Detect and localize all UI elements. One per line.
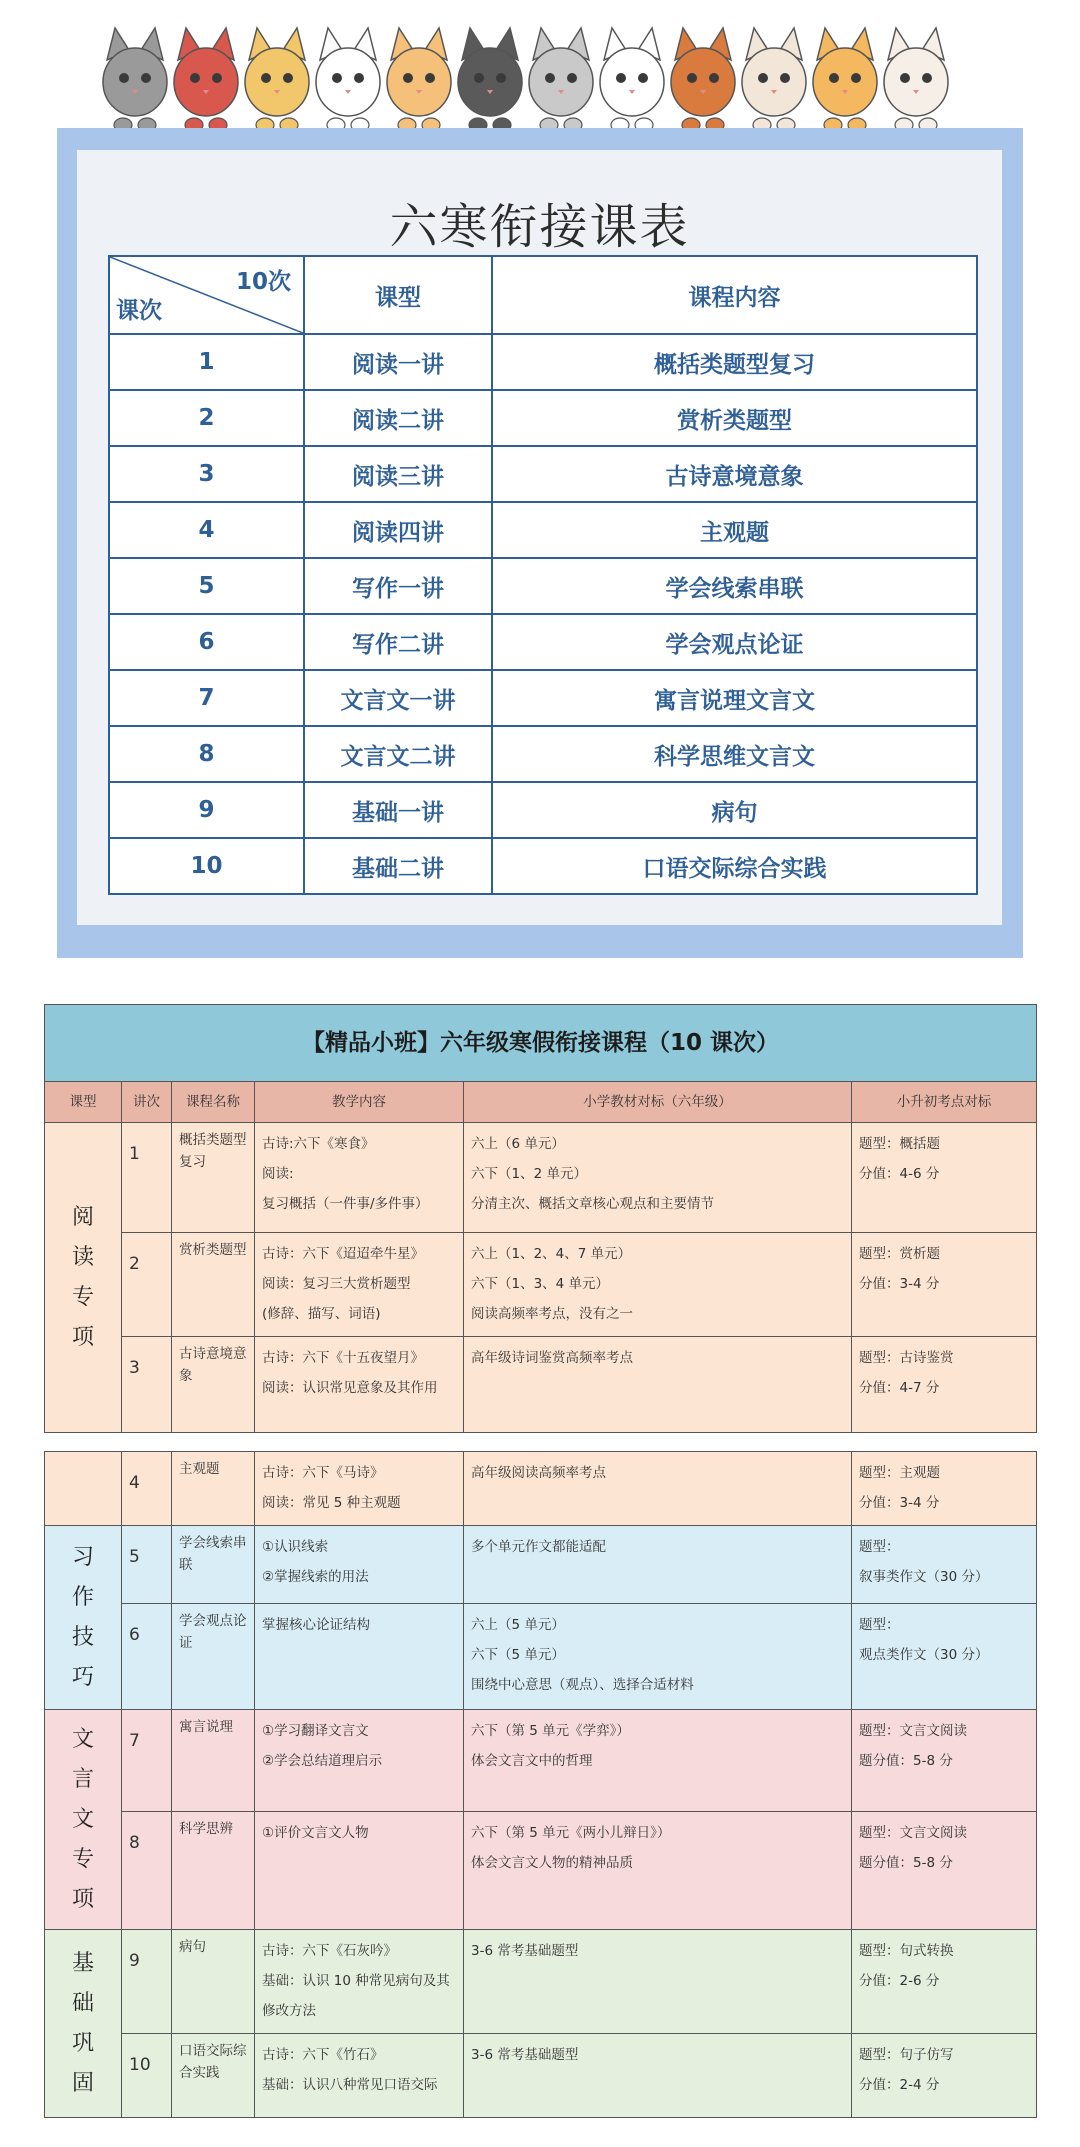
cat-illustration (100, 20, 960, 140)
schedule-content: 口语交际综合实践 (492, 838, 977, 894)
teach-content-line: ②学会总结道理启示 (262, 1753, 383, 1769)
course-row (45, 1710, 1037, 1812)
category-cell (45, 1930, 122, 2118)
teach-content-line: 阅读：认识常见意象及其作用 (262, 1380, 438, 1396)
course-name: 概括类题型复习 (172, 1123, 255, 1233)
schedule-type: 文言文一讲 (304, 670, 492, 726)
course-row (45, 1526, 1037, 1604)
course-title: 【精品小班】六年级寒假衔接课程（10 课次） (45, 1005, 1037, 1082)
cat-icon (387, 28, 451, 132)
course-table (44, 1004, 1037, 2118)
category-char: 言 (71, 1766, 94, 1792)
book-alignment-line: 六下（1、2 单元） (471, 1166, 587, 1182)
category-char: 项 (71, 1886, 94, 1912)
book-alignment-line: 多个单元作文都能适配 (471, 1539, 606, 1555)
exam-alignment-line: 题型：赏析题 (859, 1246, 940, 1262)
schedule-header-row (109, 256, 977, 334)
schedule-no: 6 (109, 614, 304, 670)
teach-content-line: 古诗：六下《迢迢牵牛星》 (262, 1246, 424, 1262)
schedule-content: 古诗意境意象 (492, 446, 977, 502)
lesson-no: 4 (122, 1452, 172, 1526)
category-cell (45, 1526, 122, 1710)
header-type: 课型 (45, 1082, 122, 1123)
schedule-no: 9 (109, 782, 304, 838)
schedule-row (109, 334, 977, 390)
exam-alignment-line: 题型：文言文阅读 (859, 1723, 967, 1739)
header-name: 课程名称 (172, 1082, 255, 1123)
exam-alignment-line: 题分值：5-8 分 (859, 1855, 953, 1871)
exam-alignment (852, 1526, 1037, 1604)
exam-alignment-line: 分值：3-4 分 (859, 1276, 940, 1292)
schedule-row (109, 446, 977, 502)
cat-icon (458, 28, 522, 132)
course-row (45, 1930, 1037, 2034)
category-char: 作 (71, 1584, 94, 1610)
cat-icon (103, 28, 167, 132)
schedule-content: 寓言说理文言文 (492, 670, 977, 726)
course-name: 古诗意境意象 (172, 1337, 255, 1433)
book-alignment (464, 1526, 852, 1604)
book-alignment-line: 六上（5 单元） (471, 1617, 565, 1633)
category-char: 读 (71, 1244, 94, 1270)
exam-alignment-line: 题型：文言文阅读 (859, 1825, 967, 1841)
exam-alignment-line: 题型： (859, 1539, 900, 1555)
category-char: 巩 (71, 2030, 94, 2056)
teach-content-line: 古诗：六下《竹石》 (262, 2047, 384, 2063)
course-name: 学会线索串联 (172, 1526, 255, 1604)
schedule-title: 六寒衔接课表 (389, 199, 690, 255)
cat-icon (529, 28, 593, 132)
lesson-no: 3 (122, 1337, 172, 1433)
book-alignment-line: 高年级诗词鉴赏高频率考点 (471, 1350, 633, 1366)
teach-content (255, 1233, 464, 1337)
book-alignment (464, 1710, 852, 1812)
schedule-row (109, 782, 977, 838)
exam-alignment (852, 1452, 1037, 1526)
schedule-type: 写作一讲 (304, 558, 492, 614)
schedule-row (109, 502, 977, 558)
category-cell (45, 1452, 122, 1526)
schedule-no: 10 (109, 838, 304, 894)
lesson-no: 2 (122, 1233, 172, 1337)
book-alignment (464, 1452, 852, 1526)
book-alignment (464, 1604, 852, 1710)
book-alignment-line: 围绕中心意思（观点）、选择合适材料 (471, 1677, 694, 1693)
lesson-no: 6 (122, 1604, 172, 1710)
course-row (45, 1452, 1037, 1526)
cat-icon (316, 28, 380, 132)
book-alignment-line: 六下（第 5 单元《学弈》） (471, 1723, 630, 1739)
exam-alignment-line: 分值：2-6 分 (859, 1973, 940, 1989)
book-alignment-line: 六下（1、3、4 单元） (471, 1276, 610, 1292)
schedule-no: 2 (109, 390, 304, 446)
book-alignment-line: 六上（1、2、4、7 单元） (471, 1246, 632, 1262)
schedule-table (108, 255, 978, 895)
lesson-label: 课次 (116, 298, 162, 324)
course-header-row (45, 1082, 1037, 1123)
schedule-content: 概括类题型复习 (492, 334, 977, 390)
exam-alignment (852, 1930, 1037, 2034)
category-char: 阅 (71, 1204, 94, 1230)
book-alignment-line: 3-6 常考基础题型 (471, 1943, 579, 1959)
lesson-no: 9 (122, 1930, 172, 2034)
schedule-type: 阅读一讲 (304, 334, 492, 390)
schedule-type: 阅读四讲 (304, 502, 492, 558)
category-char: 专 (71, 1846, 94, 1872)
exam-alignment-line: 题型：句式转换 (859, 1943, 954, 1959)
schedule-type: 阅读二讲 (304, 390, 492, 446)
cat-icon (600, 28, 664, 132)
schedule-no: 5 (109, 558, 304, 614)
category-char: 技 (71, 1624, 94, 1650)
book-alignment (464, 1233, 852, 1337)
lesson-no: 10 (122, 2034, 172, 2118)
category-char: 专 (71, 1284, 94, 1310)
teach-content-line: 基础：认识八种常见口语交际 (262, 2077, 438, 2093)
section-gap (45, 1433, 1037, 1452)
exam-alignment-line: 题型：句子仿写 (859, 2047, 954, 2063)
course-row (45, 1123, 1037, 1233)
schedule-type: 基础一讲 (304, 782, 492, 838)
course-row (45, 2034, 1037, 2118)
schedule-content: 学会观点论证 (492, 614, 977, 670)
book-alignment (464, 1812, 852, 1930)
schedule-type: 基础二讲 (304, 838, 492, 894)
course-row (45, 1812, 1037, 1930)
exam-alignment-line: 分值：3-4 分 (859, 1495, 940, 1511)
schedule-type: 阅读三讲 (304, 446, 492, 502)
cat-icon (245, 28, 309, 132)
course-name: 学会观点论证 (172, 1604, 255, 1710)
exam-alignment (852, 2034, 1037, 2118)
schedule-no: 8 (109, 726, 304, 782)
teach-content-line: ①评价文言文人物 (262, 1825, 369, 1841)
course-name: 寓言说理 (172, 1710, 255, 1812)
teach-content (255, 1526, 464, 1604)
exam-alignment-line: 题型：古诗鉴赏 (859, 1350, 954, 1366)
course-name: 主观题 (172, 1452, 255, 1526)
teach-content-line: 阅读：复习三大赏析题型 (262, 1276, 411, 1292)
schedule-type: 文言文二讲 (304, 726, 492, 782)
exam-alignment-line: 分值：4-6 分 (859, 1166, 940, 1182)
session-count: 10次 (235, 269, 291, 295)
cat-icon (174, 28, 238, 132)
schedule-content: 赏析类题型 (492, 390, 977, 446)
category-char: 巧 (71, 1664, 94, 1690)
teach-content (255, 1812, 464, 1930)
book-alignment-line: 高年级阅读高频率考点 (471, 1465, 606, 1481)
teach-content-line: 古诗：六下《石灰吟》 (262, 1943, 397, 1959)
exam-alignment (852, 1123, 1037, 1233)
teach-content-line: 阅读：常见 5 种主观题 (262, 1495, 401, 1511)
course-row (45, 1604, 1037, 1710)
exam-alignment (852, 1337, 1037, 1433)
course-name: 口语交际综合实践 (172, 2034, 255, 2118)
exam-alignment (852, 1710, 1037, 1812)
teach-content (255, 1123, 464, 1233)
schedule-no: 4 (109, 502, 304, 558)
exam-alignment-line: 分值：2-4 分 (859, 2077, 940, 2093)
course-table-wrapper (44, 1004, 1036, 2118)
schedule-row (109, 726, 977, 782)
category-char: 项 (71, 1324, 94, 1350)
cat-icon (671, 28, 735, 132)
book-alignment (464, 1123, 852, 1233)
schedule-row (109, 390, 977, 446)
schedule-type: 写作二讲 (304, 614, 492, 670)
schedule-content: 主观题 (492, 502, 977, 558)
header-exam: 小升初考点对标 (852, 1082, 1037, 1123)
teach-content-line: ②掌握线索的用法 (262, 1569, 369, 1585)
teach-content-line: 复习概括（一件事/多件事） (262, 1196, 429, 1212)
book-alignment-line: 六下（5 单元） (471, 1647, 565, 1663)
schedule-no: 1 (109, 334, 304, 390)
course-name: 病句 (172, 1930, 255, 2034)
category-cell (45, 1710, 122, 1930)
cat-icon (884, 28, 948, 132)
diagonal-header-cell (109, 256, 304, 334)
category-char: 习 (71, 1544, 94, 1570)
category-char: 基 (71, 1950, 94, 1976)
exam-alignment-line: 题分值：5-8 分 (859, 1753, 953, 1769)
category-char: 文 (71, 1806, 94, 1832)
schedule-row (109, 670, 977, 726)
category-cell (45, 1123, 122, 1433)
book-alignment-line: 体会文言文中的哲理 (471, 1753, 593, 1769)
header-teach: 教学内容 (255, 1082, 464, 1123)
teach-content-line: (修辞、描写、词语) (262, 1306, 381, 1322)
teach-content-line: 古诗：六下《十五夜望月》 (262, 1350, 424, 1366)
teach-content (255, 1710, 464, 1812)
lesson-no: 1 (122, 1123, 172, 1233)
lesson-no: 7 (122, 1710, 172, 1812)
book-alignment-line: 阅读高频率考点，没有之一 (471, 1306, 633, 1322)
exam-alignment-line: 分值：4-7 分 (859, 1380, 940, 1396)
teach-content (255, 2034, 464, 2118)
teach-content (255, 1337, 464, 1433)
teach-content (255, 1604, 464, 1710)
category-char: 础 (71, 1990, 94, 2016)
cat-icon (813, 28, 877, 132)
book-alignment-line: 六下（第 5 单元《两小儿辩日》） (471, 1825, 671, 1841)
exam-alignment-line: 题型：概括题 (859, 1136, 940, 1152)
teach-content-line: 掌握核心论证结构 (262, 1617, 370, 1633)
cat-icon (742, 28, 806, 132)
exam-alignment-line: 题型：主观题 (859, 1465, 940, 1481)
teach-content (255, 1930, 464, 2034)
teach-content-line: 古诗:六下《寒食》 (262, 1136, 375, 1152)
header-no: 讲次 (122, 1082, 172, 1123)
header-book: 小学教材对标（六年级） (464, 1082, 852, 1123)
category-char: 固 (71, 2070, 94, 2096)
schedule-no: 3 (109, 446, 304, 502)
teach-content-line: ①学习翻译文言文 (262, 1723, 369, 1739)
type-header: 课型 (304, 256, 492, 334)
course-title-row (45, 1005, 1037, 1082)
lesson-no: 5 (122, 1526, 172, 1604)
content-header: 课程内容 (492, 256, 977, 334)
teach-content-line: 基础：认识 10 种常见病句及其修改方法 (262, 1973, 450, 2019)
schedule-row (109, 558, 977, 614)
exam-alignment (852, 1812, 1037, 1930)
course-name: 赏析类题型 (172, 1233, 255, 1337)
exam-alignment-line: 叙事类作文（30 分） (859, 1569, 989, 1585)
schedule-content: 学会线索串联 (492, 558, 977, 614)
book-alignment (464, 1337, 852, 1433)
exam-alignment-line: 观点类作文（30 分） (859, 1647, 989, 1663)
book-alignment-line: 3-6 常考基础题型 (471, 2047, 579, 2063)
book-alignment-line: 分清主次、概括文章核心观点和主要情节 (471, 1196, 714, 1212)
book-alignment (464, 1930, 852, 2034)
course-row (45, 1233, 1037, 1337)
schedule-row (109, 838, 977, 894)
teach-content (255, 1452, 464, 1526)
schedule-row (109, 614, 977, 670)
teach-content-line: ①认识线索 (262, 1539, 329, 1555)
teach-content-line: 阅读: (262, 1166, 294, 1182)
book-alignment-line: 六上（6 单元） (471, 1136, 565, 1152)
exam-alignment (852, 1233, 1037, 1337)
exam-alignment-line: 题型： (859, 1617, 900, 1633)
schedule-content: 科学思维文言文 (492, 726, 977, 782)
course-row (45, 1337, 1037, 1433)
lesson-no: 8 (122, 1812, 172, 1930)
book-alignment (464, 2034, 852, 2118)
schedule-no: 7 (109, 670, 304, 726)
schedule-content: 病句 (492, 782, 977, 838)
book-alignment-line: 体会文言文人物的精神品质 (471, 1855, 633, 1871)
teach-content-line: 古诗：六下《马诗》 (262, 1465, 384, 1481)
course-name: 科学思辨 (172, 1812, 255, 1930)
exam-alignment (852, 1604, 1037, 1710)
category-char: 文 (71, 1726, 94, 1752)
